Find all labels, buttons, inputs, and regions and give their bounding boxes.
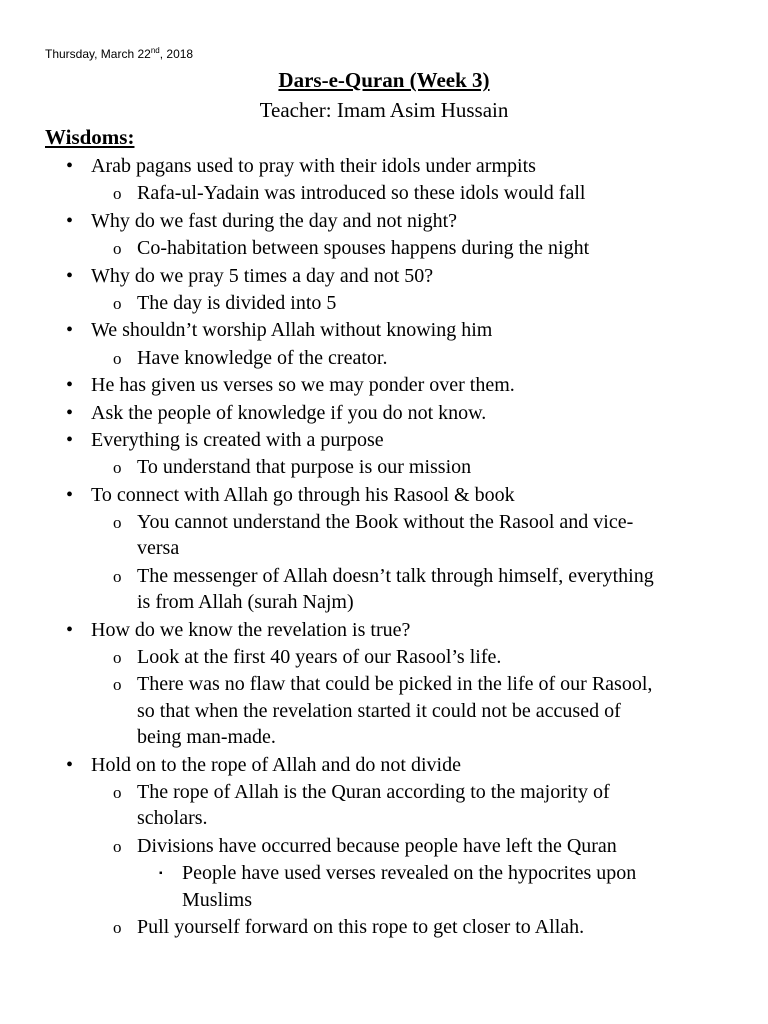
list-item	[0, 752, 768, 779]
circle-marker: o	[113, 348, 122, 368]
sub-list-item-continuation	[0, 698, 768, 724]
sub-list-item	[0, 644, 768, 671]
sub-list-item	[0, 914, 768, 941]
list-item-text: How do we know the revelation is true?	[91, 618, 411, 641]
sub-list-item-text: You cannot understand the Book without the Rasool and vice-	[137, 511, 634, 534]
sub-sub-list-item-text: Muslims	[182, 888, 253, 911]
circle-marker: o	[113, 566, 122, 586]
list-item-text: He has given us verses so we may ponder over them.	[91, 374, 515, 397]
list-item	[0, 400, 768, 427]
circle-marker: o	[113, 648, 122, 668]
sub-list-item-text: is from Allah (surah Najm)	[137, 591, 354, 614]
circle-marker: o	[113, 675, 122, 695]
circle-marker: o	[113, 458, 122, 478]
sub-list-item	[0, 454, 768, 481]
list-item	[0, 482, 768, 509]
sub-list-item-text: To understand that purpose is our mission	[137, 456, 472, 479]
sub-list-item-text: Have knowledge of the creator.	[137, 346, 388, 369]
sub-list-item-text: versa	[137, 537, 180, 560]
circle-marker: o	[113, 293, 122, 313]
sub-list-item	[0, 779, 768, 805]
sub-list-item	[0, 290, 768, 317]
sub-sub-list-item	[0, 860, 768, 886]
list-item-text: Why do we fast during the day and not night?	[91, 209, 458, 232]
sub-list-item-text: The messenger of Allah doesn’t talk through himself, everything	[137, 564, 654, 587]
bullet-marker: •	[66, 319, 74, 342]
bullet-marker: •	[66, 264, 74, 287]
bullet-marker: •	[66, 374, 74, 397]
bullet-marker: •	[66, 155, 74, 177]
bullet-marker: •	[66, 401, 74, 424]
list-item-text: To connect with Allah go through his Rasool & book	[91, 483, 515, 506]
square-marker: ▪	[159, 868, 163, 880]
circle-marker: o	[113, 239, 122, 259]
bullet-marker: •	[66, 428, 74, 451]
document-subtitle: Teacher: Imam Asim Hussain	[259, 98, 509, 122]
circle-marker: o	[113, 184, 122, 204]
bullet-marker: •	[66, 483, 74, 506]
list-item	[0, 372, 768, 399]
sub-list-item-text: The rope of Allah is the Quran according to the majority of	[137, 780, 610, 803]
sub-list-item-text: Divisions have occurred because people have left the Quran	[137, 834, 617, 857]
sub-list-item-continuation	[0, 535, 768, 562]
list-item-text: We shouldn’t worship Allah without knowing him	[91, 319, 493, 342]
list-item	[0, 427, 768, 454]
circle-marker: o	[113, 836, 122, 856]
list-item-text: Arab pagans used to pray with their idols under armpits	[91, 155, 536, 177]
date-year: , 2018	[159, 47, 194, 61]
bullet-marker: •	[66, 209, 74, 232]
document-date	[45, 46, 193, 62]
list-item-text: Ask the people of knowledge if you do not know.	[91, 401, 487, 424]
sub-list-item-continuation	[0, 805, 768, 832]
section-heading: Wisdoms:	[45, 125, 135, 149]
list-item	[0, 263, 768, 290]
sub-list-item-text: so that when the revelation started it could not be accused of	[137, 699, 621, 722]
list-item-text: Why do we pray 5 times a day and not 50?	[91, 264, 434, 287]
sub-list-item-text: Pull yourself forward on this rope to get closer to Allah.	[137, 915, 585, 938]
list-item	[0, 153, 768, 180]
sub-list-item-text: Look at the first 40 years of our Rasool’s life.	[137, 646, 502, 669]
sub-list-item-text: Rafa-ul-Yadain was introduced so these idols would fall	[137, 182, 586, 205]
sub-list-item	[0, 671, 768, 697]
sub-list-item	[0, 180, 768, 207]
circle-marker: o	[113, 782, 122, 802]
sub-list-item	[0, 833, 768, 860]
sub-sub-list-item-continuation	[0, 887, 768, 914]
wisdoms-list	[0, 153, 768, 941]
bullet-marker: •	[66, 618, 74, 641]
list-item-text: Everything is created with a purpose	[91, 428, 384, 451]
list-item	[0, 317, 768, 344]
date-text: Thursday, March 22	[45, 47, 151, 61]
sub-list-item-continuation	[0, 724, 768, 751]
list-item	[0, 617, 768, 644]
sub-list-item	[0, 509, 768, 535]
sub-list-item-text: Co-habitation between spouses happens during the night	[137, 237, 590, 260]
sub-sub-list-item-text: People have used verses revealed on the hypocrites upon	[182, 862, 637, 885]
list-item-text: Hold on to the rope of Allah and do not divide	[91, 753, 461, 776]
sub-list-item-text: being man-made.	[137, 726, 276, 749]
date-ordinal-suffix: nd	[150, 46, 160, 55]
sub-list-item-continuation	[0, 589, 768, 616]
sub-list-item	[0, 563, 768, 589]
list-item	[0, 208, 768, 235]
sub-list-item-text: scholars.	[137, 807, 208, 830]
circle-marker: o	[113, 513, 122, 533]
sub-list-item	[0, 235, 768, 262]
circle-marker: o	[113, 917, 122, 937]
sub-list-item-text: There was no flaw that could be picked in the life of our Rasool,	[137, 673, 653, 696]
document-title: Dars-e-Quran (Week 3)	[278, 68, 490, 92]
sub-list-item-text: The day is divided into 5	[137, 291, 337, 314]
bullet-marker: •	[66, 753, 74, 776]
sub-list-item	[0, 345, 768, 372]
